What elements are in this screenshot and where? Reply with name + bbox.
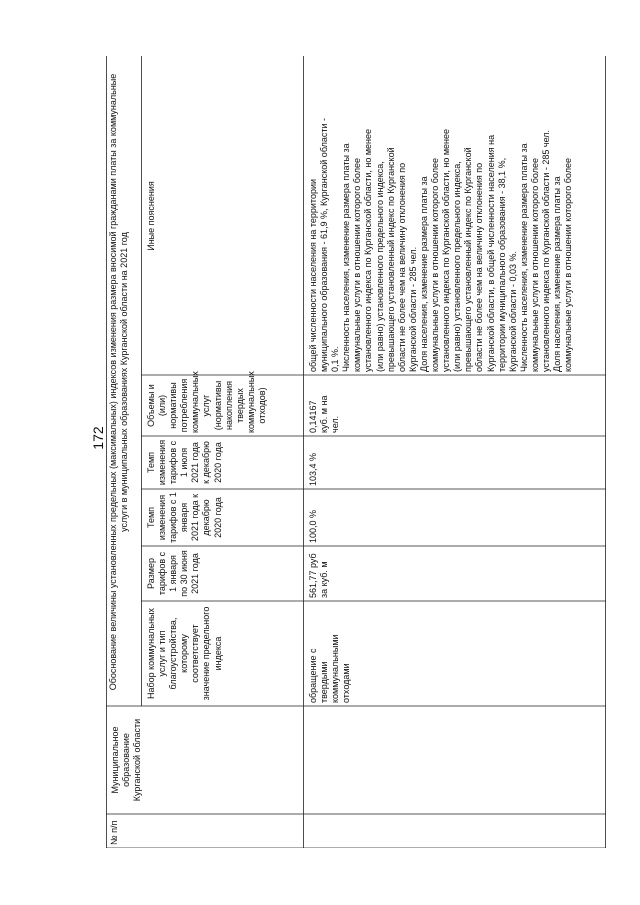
header-volumes: Объемы и (или) нормативы потребления коммунальных услуг (нормативы накопления твердых коммунальных отходов) [146, 371, 267, 433]
row-notes [308, 57, 574, 372]
note-line: Курганской области - 0,03 %. [507, 251, 518, 372]
header-num: № п/п [109, 820, 119, 845]
note-line: области не более чем на величину отклонения по [474, 162, 485, 372]
row-services: обращение с твердыми коммунальными отходами [308, 634, 352, 703]
row-tariff-change-jul: 103,4 % [308, 452, 318, 486]
rotated-table-page [106, 56, 606, 848]
note-line: Курганской области - 285 чел. [407, 246, 418, 372]
note-line: (или равно) установленного предельного индекса, [374, 161, 385, 372]
table-title: Обоснование величины установленных предельных (максимальных) индексов изменения размера вносимой гражданами платы за коммунальные услуги в муниципальных образованиях Курганской области на 2021 год [108, 73, 130, 691]
note-line: Доля населения, изменение размера платы за [552, 176, 563, 372]
note-line: области не более чем на величину отклонения по [396, 162, 407, 372]
note-line: установленного индекса по Курганской области - 285 чел. [540, 129, 551, 372]
header-tariff-size: Размер тарифов с 1 января по 30 июня 2021 года [146, 550, 201, 597]
note-line: превышающего установленный индекс по Курганской [385, 147, 396, 372]
note-line: коммунальные услуги в отношении которого более [529, 158, 540, 372]
header-tariff-change-jan: Темп изменения тарифов с 1 января 2021 года к декабрю 2020 года [146, 492, 223, 543]
note-line: коммунальные услуги в отношении которого более [352, 158, 363, 372]
note-line: Курганской области, в общей численности населения на [485, 134, 496, 372]
note-line: превышающего установленный индекс по Курганской [463, 147, 474, 372]
note-line: установленного индекса по Курганской области, но менее [441, 128, 452, 372]
note-line: Численность населения, изменение размера платы за [341, 143, 352, 372]
note-line: Численность населения, изменение размера платы за [518, 143, 529, 372]
header-municipality: Муниципальное образование Курганской области [110, 718, 143, 802]
header-tariff-change-jul: Темп изменения тарифов с 1 июля 2021 года к декабрю 2020 года [146, 439, 223, 486]
row-volumes: 0,14167 куб. м на чел. [308, 395, 341, 433]
header-services: Набор коммунальных услуг и тип благоустройства, которому соответствует значение предельного индекса [146, 606, 223, 701]
row-tariff-change-jan: 100,0 % [308, 509, 318, 543]
note-line: (или равно) установленного предельного индекса, [452, 161, 463, 372]
note-line: 0,1 %. [330, 346, 341, 372]
note-line: муниципального образования - 61,9 %, Курганской области - [319, 118, 330, 372]
note-line: общей численности населения на территории [308, 178, 318, 372]
page-number: 172 [90, 426, 106, 450]
note-line: территории муниципального образования - 38,1 %, [496, 157, 507, 372]
row-tariff-size: 561,77 руб за куб. м [308, 553, 330, 598]
note-line: коммунальные услуги в отношении которого более [563, 158, 574, 372]
note-line: установленного индекса по Курганской области, но менее [363, 128, 374, 372]
header-notes: Иные пояснения [146, 181, 156, 251]
note-line: Доля населения, изменение размера платы за [418, 176, 429, 372]
note-line: коммунальные услуги в отношении которого более [430, 158, 441, 372]
